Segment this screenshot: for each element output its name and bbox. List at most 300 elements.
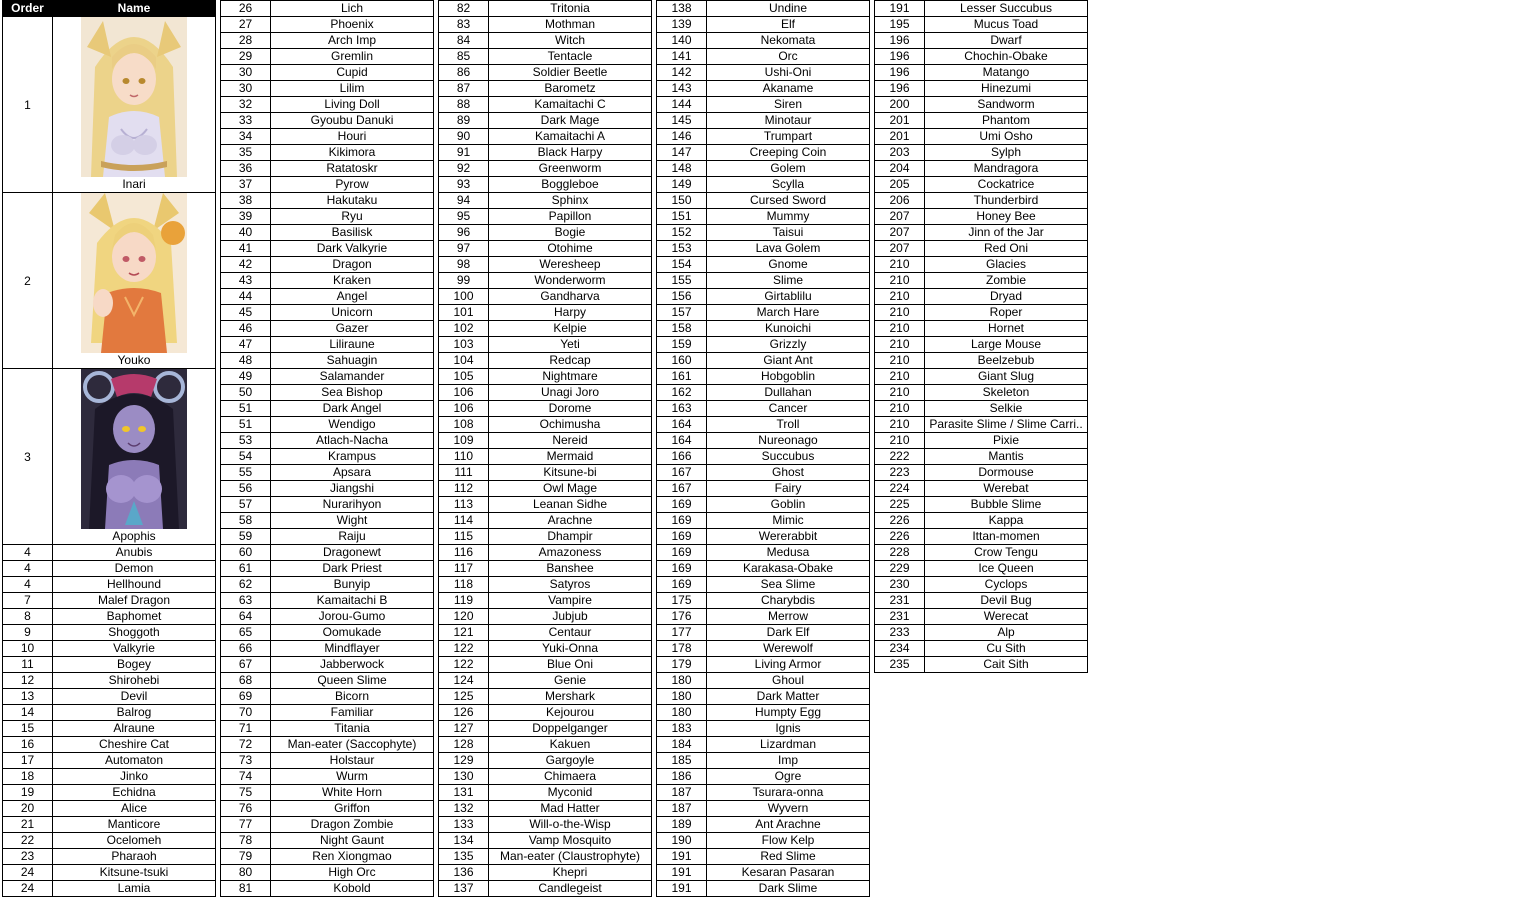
order-cell: 225: [875, 497, 925, 513]
name-cell: Unagi Joro: [489, 385, 652, 401]
order-cell: 222: [875, 449, 925, 465]
order-cell: 80: [221, 865, 271, 881]
youko-portrait: [81, 193, 187, 353]
name-cell: Large Mouse: [925, 337, 1088, 353]
table-row: [221, 145, 434, 161]
order-cell: 24: [3, 865, 53, 881]
name-cell: Hobgoblin: [707, 369, 870, 385]
table-row: [221, 817, 434, 833]
name-cell: Hellhound: [53, 577, 216, 593]
name-cell: Wendigo: [271, 417, 434, 433]
name-cell: Night Gaunt: [271, 833, 434, 849]
order-cell: 77: [221, 817, 271, 833]
order-cell: 169: [657, 529, 707, 545]
name-cell: Kamaitachi B: [271, 593, 434, 609]
name-cell: Centaur: [489, 625, 652, 641]
table-row: [221, 1, 434, 17]
order-cell: 64: [221, 609, 271, 625]
order-cell: 126: [439, 705, 489, 721]
table-row: [439, 321, 652, 337]
order-cell: 210: [875, 305, 925, 321]
name-cell: Ghost: [707, 465, 870, 481]
table-row: [875, 113, 1088, 129]
name-cell: Wonderworm: [489, 273, 652, 289]
order-cell: 87: [439, 81, 489, 97]
table-row: [875, 561, 1088, 577]
name-cell: Tsurara-onna: [707, 785, 870, 801]
name-cell: Cancer: [707, 401, 870, 417]
order-cell: 46: [221, 321, 271, 337]
table-row: [875, 177, 1088, 193]
name-cell: Wurm: [271, 769, 434, 785]
name-cell: Man-eater (Saccophyte): [271, 737, 434, 753]
name-cell: Succubus: [707, 449, 870, 465]
table-row: [657, 721, 870, 737]
table-row: [657, 769, 870, 785]
order-cell: 187: [657, 801, 707, 817]
table-row: [875, 193, 1088, 209]
order-cell: 48: [221, 353, 271, 369]
table-row: [439, 161, 652, 177]
name-cell: Golem: [707, 161, 870, 177]
table-row: [657, 257, 870, 273]
order-cell: 114: [439, 513, 489, 529]
name-cell: Karakasa-Obake: [707, 561, 870, 577]
order-cell: 108: [439, 417, 489, 433]
header-row: [3, 1, 216, 17]
table-row: [439, 513, 652, 529]
order-cell: 179: [657, 657, 707, 673]
table-row: [657, 289, 870, 305]
order-cell: 166: [657, 449, 707, 465]
name-cell: Mershark: [489, 689, 652, 705]
table-row: [657, 209, 870, 225]
table-row: [657, 561, 870, 577]
order-cell: 9: [3, 625, 53, 641]
order-cell: 233: [875, 625, 925, 641]
order-cell: 68: [221, 673, 271, 689]
order-cell: 191: [657, 881, 707, 897]
name-cell: Kraken: [271, 273, 434, 289]
name-cell: Chimaera: [489, 769, 652, 785]
order-cell: 115: [439, 529, 489, 545]
table-row: [439, 193, 652, 209]
order-cell: 205: [875, 177, 925, 193]
order-cell: 14: [3, 705, 53, 721]
order-cell: 234: [875, 641, 925, 657]
table-row: [3, 609, 216, 625]
order-cell: 8: [3, 609, 53, 625]
order-cell: 105: [439, 369, 489, 385]
order-cell: 33: [221, 113, 271, 129]
order-cell: 145: [657, 113, 707, 129]
table-row: [875, 625, 1088, 641]
order-cell: 164: [657, 433, 707, 449]
order-cell: 210: [875, 257, 925, 273]
table-row: [221, 113, 434, 129]
order-cell: 183: [657, 721, 707, 737]
name-cell: Cockatrice: [925, 177, 1088, 193]
order-cell: 112: [439, 481, 489, 497]
table-row: [221, 481, 434, 497]
order-cell: 13: [3, 689, 53, 705]
table-row: [657, 401, 870, 417]
table-row: [875, 305, 1088, 321]
table-row: [221, 225, 434, 241]
order-cell: 72: [221, 737, 271, 753]
table-row: [657, 641, 870, 657]
table-row: [875, 161, 1088, 177]
table-row: [875, 129, 1088, 145]
name-cell: Kappa: [925, 513, 1088, 529]
name-cell: Ant Arachne: [707, 817, 870, 833]
name-cell: Vampire: [489, 593, 652, 609]
order-cell: 210: [875, 289, 925, 305]
name-cell: Jiangshi: [271, 481, 434, 497]
name-cell: Jabberwock: [271, 657, 434, 673]
name-cell: Bunyip: [271, 577, 434, 593]
name-cell: Will-o-the-Wisp: [489, 817, 652, 833]
table-row: [875, 97, 1088, 113]
featured-name: Inari: [122, 177, 146, 191]
name-cell: Sea Bishop: [271, 385, 434, 401]
order-cell: 228: [875, 545, 925, 561]
table-row: [3, 849, 216, 865]
table-row: [221, 641, 434, 657]
name-cell: Sahuagin: [271, 353, 434, 369]
table-row: [657, 689, 870, 705]
name-cell: Lava Golem: [707, 241, 870, 257]
table-row: [875, 1, 1088, 17]
order-cell: 113: [439, 497, 489, 513]
table-row: [657, 497, 870, 513]
name-cell: Papillon: [489, 209, 652, 225]
order-cell: 83: [439, 17, 489, 33]
table-row: [657, 241, 870, 257]
name-cell: Cheshire Cat: [53, 737, 216, 753]
order-cell: 44: [221, 289, 271, 305]
name-cell: Ratatoskr: [271, 161, 434, 177]
table-row: [875, 641, 1088, 657]
name-cell: Trumpart: [707, 129, 870, 145]
table-row: [221, 577, 434, 593]
name-cell: Mandragora: [925, 161, 1088, 177]
order-cell: 22: [3, 833, 53, 849]
featured-order: 1: [3, 17, 53, 193]
table-row: [221, 337, 434, 353]
table-row: [221, 497, 434, 513]
name-cell: Elf: [707, 17, 870, 33]
order-cell: 155: [657, 273, 707, 289]
name-cell: Creeping Coin: [707, 145, 870, 161]
table-row: [439, 737, 652, 753]
order-cell: 41: [221, 241, 271, 257]
order-cell: 40: [221, 225, 271, 241]
table-row: [439, 801, 652, 817]
order-cell: 43: [221, 273, 271, 289]
name-cell: Matango: [925, 65, 1088, 81]
ranking-table-col-2: [220, 0, 434, 897]
name-cell: Werecat: [925, 609, 1088, 625]
name-cell: Mad Hatter: [489, 801, 652, 817]
table-row: [657, 449, 870, 465]
name-cell: Queen Slime: [271, 673, 434, 689]
order-cell: 78: [221, 833, 271, 849]
table-row: [875, 273, 1088, 289]
table-row: [657, 17, 870, 33]
table-row: [221, 97, 434, 113]
ranking-table-col-3: [438, 0, 652, 897]
name-cell: Siren: [707, 97, 870, 113]
table-row: [439, 705, 652, 721]
order-cell: 57: [221, 497, 271, 513]
table-row: [657, 225, 870, 241]
table-row: [657, 1, 870, 17]
table-row: [3, 833, 216, 849]
order-cell: 30: [221, 81, 271, 97]
order-cell: 101: [439, 305, 489, 321]
header-order: Order: [3, 1, 53, 17]
order-cell: 196: [875, 81, 925, 97]
order-cell: 55: [221, 465, 271, 481]
name-cell: Red Slime: [707, 849, 870, 865]
name-cell: Umi Osho: [925, 129, 1088, 145]
table-row: [3, 801, 216, 817]
table-row: [3, 817, 216, 833]
name-cell: Ren Xiongmao: [271, 849, 434, 865]
name-cell: Selkie: [925, 401, 1088, 417]
name-cell: Glacies: [925, 257, 1088, 273]
order-cell: 49: [221, 369, 271, 385]
table-row: [439, 449, 652, 465]
name-cell: Sea Slime: [707, 577, 870, 593]
name-cell: Mummy: [707, 209, 870, 225]
name-cell: Kamaitachi C: [489, 97, 652, 113]
name-cell: Gremlin: [271, 49, 434, 65]
featured-order: 2: [3, 193, 53, 369]
name-cell: Pharaoh: [53, 849, 216, 865]
order-cell: 160: [657, 353, 707, 369]
order-cell: 142: [657, 65, 707, 81]
order-cell: 34: [221, 129, 271, 145]
header-name: Name: [53, 1, 216, 17]
name-cell: Mimic: [707, 513, 870, 529]
table-row: [875, 417, 1088, 433]
name-cell: Dormouse: [925, 465, 1088, 481]
order-cell: 131: [439, 785, 489, 801]
order-cell: 144: [657, 97, 707, 113]
order-cell: 195: [875, 17, 925, 33]
name-cell: Familiar: [271, 705, 434, 721]
order-cell: 50: [221, 385, 271, 401]
inari-portrait: [81, 17, 187, 177]
order-cell: 161: [657, 369, 707, 385]
name-cell: Candlegeist: [489, 881, 652, 897]
name-cell: Living Armor: [707, 657, 870, 673]
order-cell: 203: [875, 145, 925, 161]
order-cell: 146: [657, 129, 707, 145]
table-row: [221, 881, 434, 897]
order-cell: 75: [221, 785, 271, 801]
name-cell: Wyvern: [707, 801, 870, 817]
order-cell: 129: [439, 753, 489, 769]
order-cell: 86: [439, 65, 489, 81]
table-row: [439, 1, 652, 17]
table-row: [221, 545, 434, 561]
order-cell: 163: [657, 401, 707, 417]
name-cell: Lich: [271, 1, 434, 17]
name-cell: Holstaur: [271, 753, 434, 769]
table-row: [439, 561, 652, 577]
name-cell: Sphinx: [489, 193, 652, 209]
name-cell: Black Harpy: [489, 145, 652, 161]
order-cell: 140: [657, 33, 707, 49]
order-cell: 180: [657, 673, 707, 689]
order-cell: 226: [875, 529, 925, 545]
order-cell: 137: [439, 881, 489, 897]
table-row: [221, 129, 434, 145]
table-row: [221, 593, 434, 609]
order-cell: 210: [875, 321, 925, 337]
order-cell: 21: [3, 817, 53, 833]
table-row: [3, 641, 216, 657]
name-cell: Imp: [707, 753, 870, 769]
table-row: [3, 593, 216, 609]
table-row: [221, 449, 434, 465]
order-cell: 104: [439, 353, 489, 369]
name-cell: Hornet: [925, 321, 1088, 337]
table-row: [439, 593, 652, 609]
table-row: [875, 209, 1088, 225]
table-row: [439, 97, 652, 113]
table-row: [875, 33, 1088, 49]
table-row: [221, 657, 434, 673]
name-cell: Bogey: [53, 657, 216, 673]
table-row: [657, 193, 870, 209]
order-cell: 99: [439, 273, 489, 289]
name-cell: Dullahan: [707, 385, 870, 401]
table-row: [439, 529, 652, 545]
featured-name-cell: [53, 193, 216, 369]
table-row: [439, 481, 652, 497]
name-cell: Phantom: [925, 113, 1088, 129]
name-cell: Grizzly: [707, 337, 870, 353]
ranking-table-col-1: [2, 0, 216, 897]
order-cell: 106: [439, 385, 489, 401]
order-cell: 210: [875, 353, 925, 369]
order-cell: 30: [221, 65, 271, 81]
order-cell: 230: [875, 577, 925, 593]
table-row: [221, 465, 434, 481]
name-cell: Ogre: [707, 769, 870, 785]
table-row: [657, 161, 870, 177]
name-cell: Lesser Succubus: [925, 1, 1088, 17]
name-cell: Ice Queen: [925, 561, 1088, 577]
order-cell: 37: [221, 177, 271, 193]
table-row: [439, 129, 652, 145]
name-cell: Oomukade: [271, 625, 434, 641]
name-cell: White Horn: [271, 785, 434, 801]
name-cell: Cursed Sword: [707, 193, 870, 209]
table-row: [875, 337, 1088, 353]
name-cell: Crow Tengu: [925, 545, 1088, 561]
order-cell: 184: [657, 737, 707, 753]
name-cell: Arachne: [489, 513, 652, 529]
name-cell: Valkyrie: [53, 641, 216, 657]
order-cell: 82: [439, 1, 489, 17]
table-row: [657, 97, 870, 113]
featured-order: 3: [3, 369, 53, 545]
order-cell: 26: [221, 1, 271, 17]
table-row: [657, 817, 870, 833]
order-cell: 4: [3, 561, 53, 577]
order-cell: 124: [439, 673, 489, 689]
table-row: [439, 721, 652, 737]
name-cell: Wight: [271, 513, 434, 529]
order-cell: 147: [657, 145, 707, 161]
table-row: [439, 385, 652, 401]
ranking-table-col-4: [656, 0, 870, 897]
name-cell: Dark Priest: [271, 561, 434, 577]
name-cell: Thunderbird: [925, 193, 1088, 209]
order-cell: 186: [657, 769, 707, 785]
table-row: [657, 593, 870, 609]
order-cell: 187: [657, 785, 707, 801]
name-cell: Alraune: [53, 721, 216, 737]
table-row: [221, 321, 434, 337]
table-row: [221, 257, 434, 273]
table-row: [221, 273, 434, 289]
table-row: [221, 81, 434, 97]
name-cell: Living Doll: [271, 97, 434, 113]
ranking-table-col-5: [874, 0, 1088, 673]
table-row: [875, 385, 1088, 401]
order-cell: 138: [657, 1, 707, 17]
name-cell: Satyros: [489, 577, 652, 593]
name-cell: Charybdis: [707, 593, 870, 609]
table-row: [875, 529, 1088, 545]
table-row: [439, 689, 652, 705]
table-row: [221, 833, 434, 849]
name-cell: Weresheep: [489, 257, 652, 273]
table-row: [439, 625, 652, 641]
order-cell: 38: [221, 193, 271, 209]
order-cell: 177: [657, 625, 707, 641]
name-cell: Ghoul: [707, 673, 870, 689]
name-cell: Doppelganger: [489, 721, 652, 737]
table-row: [221, 513, 434, 529]
order-cell: 210: [875, 337, 925, 353]
table-row: [657, 369, 870, 385]
table-row: [657, 737, 870, 753]
table-row: [439, 641, 652, 657]
table-row: [221, 433, 434, 449]
table-row: [439, 577, 652, 593]
order-cell: 28: [221, 33, 271, 49]
name-cell: Pyrow: [271, 177, 434, 193]
order-cell: 196: [875, 49, 925, 65]
name-cell: Soldier Beetle: [489, 65, 652, 81]
order-cell: 16: [3, 737, 53, 753]
name-cell: Salamander: [271, 369, 434, 385]
table-row: [439, 849, 652, 865]
table-row: [221, 17, 434, 33]
table-row: [439, 417, 652, 433]
order-cell: 58: [221, 513, 271, 529]
table-row: [657, 417, 870, 433]
order-cell: 79: [221, 849, 271, 865]
order-cell: 169: [657, 513, 707, 529]
